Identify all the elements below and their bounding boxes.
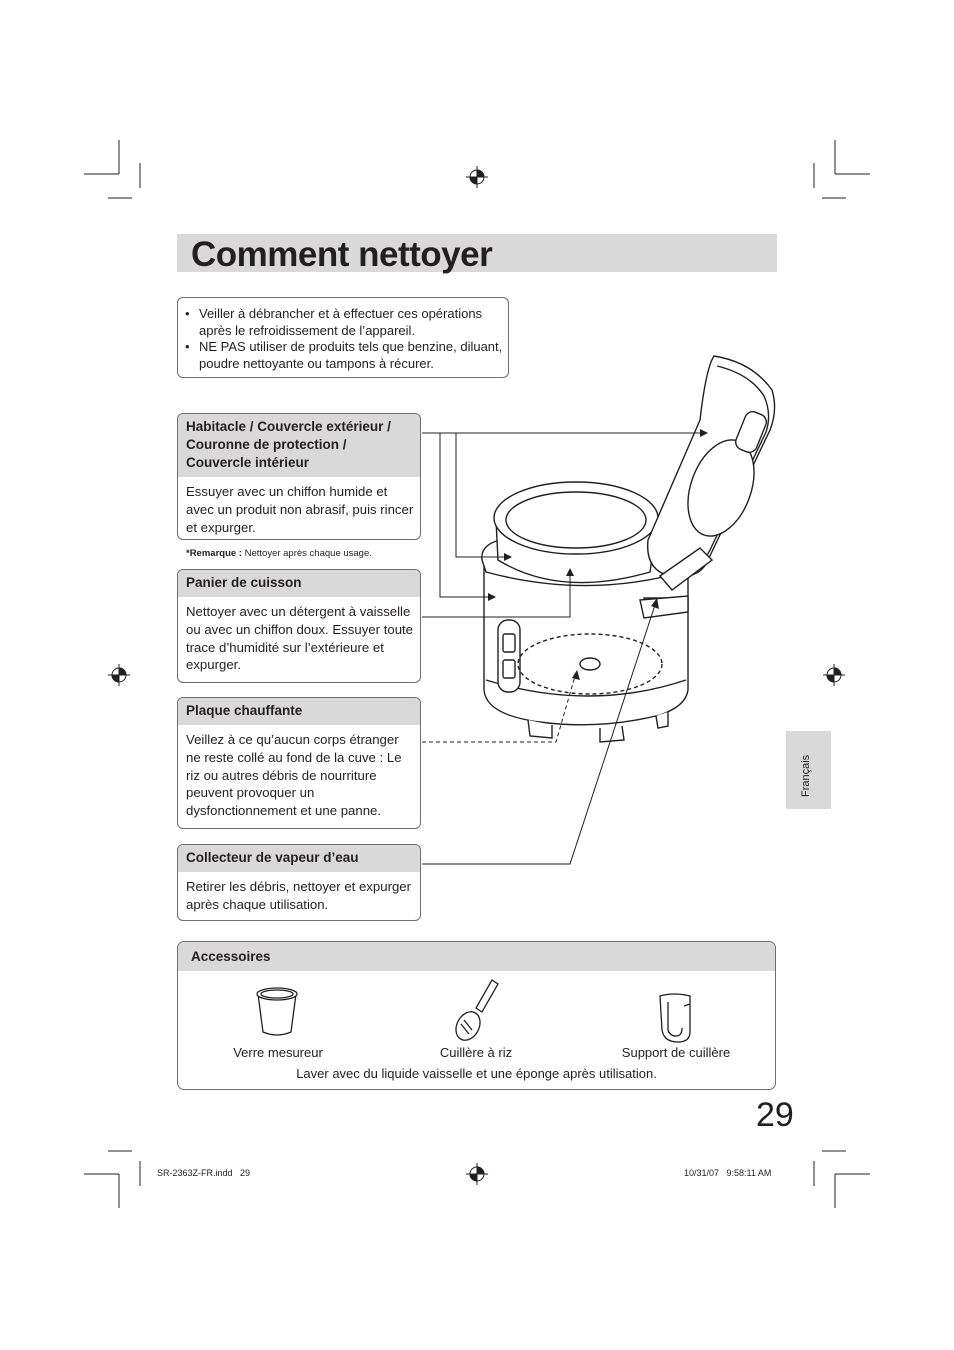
section-collecteur (177, 844, 421, 921)
title-bar (177, 234, 777, 272)
section-heading: Habitacle / Couvercle extérieur / Couronne de protection / Couvercle intérieur (178, 414, 420, 477)
remark-text: Nettoyer après chaque usage. (244, 548, 372, 559)
registration-mark-bottom (466, 1163, 488, 1185)
accessories-note: Laver avec du liquide vaisselle et une éponge après utilisation. (296, 1066, 657, 1081)
accessory-label-cup: Verre mesureur (233, 1045, 323, 1060)
control-panel (498, 620, 520, 692)
page-title: Comment nettoyer (191, 235, 493, 274)
footer-file: SR-2363Z-FR.indd 29 (157, 1168, 251, 1178)
section-body: Essuyer avec un chiffon humide et avec un produit non abrasif, puis rincer et expurger. (186, 484, 414, 535)
registration-mark-top (466, 166, 488, 188)
accessory-label-spoon: Cuillère à riz (439, 1045, 513, 1060)
measuring-cup-icon (252, 986, 302, 1038)
section-heading: Panier de cuisson (178, 570, 420, 597)
section-body: Retirer les débris, nettoyer et expurger après chaque utilisation. (186, 879, 412, 912)
accessories-heading: Accessoires (178, 942, 775, 971)
footer-timestamp: 10/31/07 9:58:11 AM (684, 1168, 772, 1178)
registration-mark-left (108, 664, 130, 686)
warning-item: • NE PAS utiliser de produits tels que benzine, diluant, poudre nettoyante ou tampons à récurer. (199, 339, 508, 372)
section-plaque (177, 697, 421, 829)
accessory-label-holder: Support de cuillère (621, 1045, 731, 1060)
warning-item: • Veiller à débrancher et à effectuer ces opérations après le refroidissement de l’appareil. (199, 306, 508, 339)
section-habitacle (177, 413, 421, 540)
section-panier (177, 569, 421, 683)
section-body: Nettoyer avec un détergent à vaisselle ou avec un chiffon doux. Essuyer toute trace d’humidité sur l’extérieure et expurger. (186, 604, 414, 673)
section-body: Veillez à ce qu’aucun corps étranger ne reste collé au fond de la cuve : Le riz ou autres débris de nourriture peuvent provoquer un dysfonctionnement et une panne. (186, 732, 402, 819)
section-heading: Collecteur de vapeur d’eau (178, 845, 420, 872)
language-label: Français (800, 754, 812, 797)
rice-cooker-illustration (420, 350, 790, 880)
spoon-holder-icon (654, 992, 698, 1046)
language-tab (786, 731, 831, 809)
center-sensor (580, 658, 600, 670)
page-number: 29 (756, 1096, 794, 1134)
remark-note (186, 548, 372, 559)
remark-label: *Remarque : (186, 548, 242, 559)
section-heading: Plaque chauffante (178, 698, 420, 725)
rice-spoon-icon (452, 978, 502, 1044)
accessories-box (177, 941, 776, 1090)
registration-mark-right (823, 664, 845, 686)
